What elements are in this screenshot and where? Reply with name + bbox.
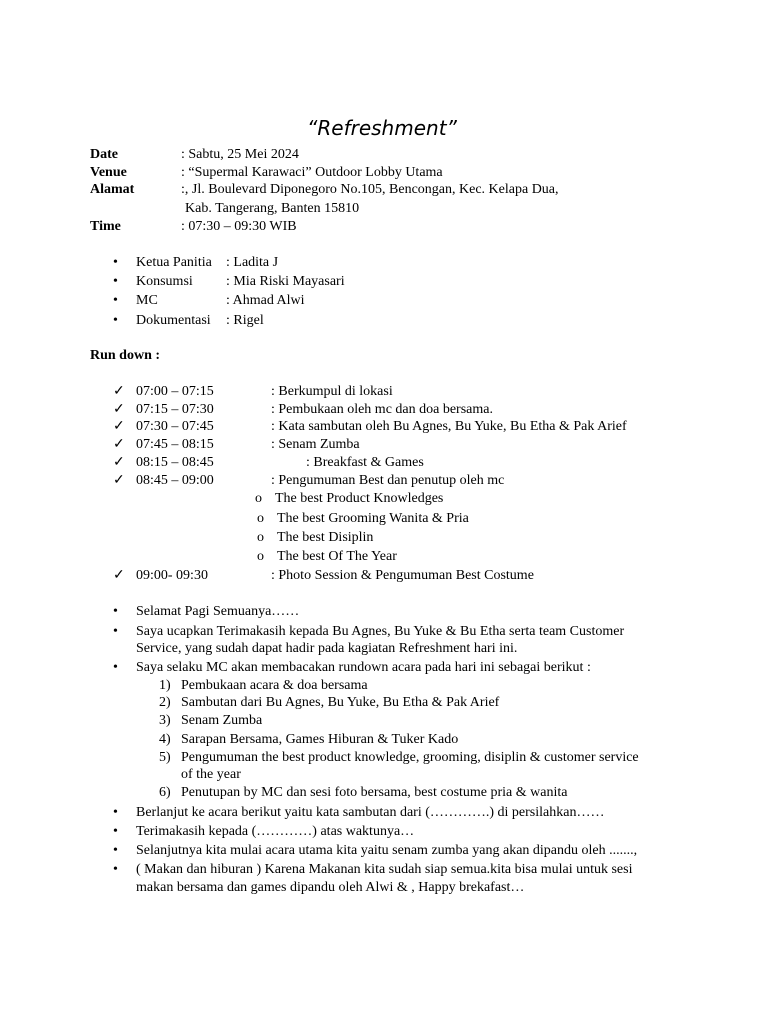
info-value-alamat: :, Jl. Boulevard Diponegoro No.105, Bencongan, Kec. Kelapa Dua, [181, 182, 559, 197]
closing-item: Selanjutnya kita mulai acara utama kita yaitu senam zumba yang akan dipandu oleh ......., [136, 843, 638, 858]
rundown-time: 07:30 – 07:45 [136, 419, 214, 434]
committee-role: Ketua Panitia [136, 255, 212, 270]
rundown-activity: : Senam Zumba [271, 437, 360, 452]
agenda-number: 2) [159, 695, 171, 710]
info-value-time: : 07:30 – 09:30 WIB [181, 219, 297, 234]
rundown-heading: Run down : [90, 348, 161, 363]
rundown-time: 09:00- 09:30 [136, 568, 208, 583]
bullet-icon: • [113, 313, 118, 328]
award-item: The best Of The Year [277, 549, 397, 564]
agenda-number: 3) [159, 713, 171, 728]
rundown-activity: : Photo Session & Pengumuman Best Costume [271, 568, 534, 583]
bullet-icon: • [113, 274, 118, 289]
check-icon: ✓ [113, 437, 125, 452]
rundown-activity: : Pengumuman Best dan penutup oleh mc [271, 473, 505, 488]
circle-bullet-icon: o [257, 549, 264, 564]
agenda-number: 4) [159, 732, 171, 747]
committee-name: : Rigel [226, 313, 264, 328]
circle-bullet-icon: o [257, 511, 264, 526]
award-item: The best Disiplin [277, 530, 374, 545]
rundown-activity: : Breakfast & Games [306, 455, 424, 470]
rundown-activity: : Kata sambutan oleh Bu Agnes, Bu Yuke, Bu Etha & Pak Arief [271, 419, 627, 434]
page-title: “Refreshment” [307, 116, 457, 140]
closing-item-continued: makan bersama dan games dipandu oleh Alwi & , Happy brekafast… [136, 880, 525, 895]
check-icon: ✓ [113, 384, 125, 399]
closing-item: Terimakasih kepada (…………) atas waktunya… [136, 824, 415, 839]
rundown-activity: : Berkumpul di lokasi [271, 384, 393, 399]
rundown-time: 07:00 – 07:15 [136, 384, 214, 399]
info-label-time: Time [90, 219, 121, 234]
check-icon: ✓ [113, 568, 125, 583]
check-icon: ✓ [113, 455, 125, 470]
rundown-time: 08:45 – 09:00 [136, 473, 214, 488]
agenda-item-continued: of the year [181, 767, 241, 782]
committee-name: : Ahmad Alwi [226, 293, 305, 308]
rundown-time: 07:45 – 08:15 [136, 437, 214, 452]
bullet-icon: • [113, 604, 118, 619]
circle-bullet-icon: o [257, 530, 264, 545]
agenda-item: Sambutan dari Bu Agnes, Bu Yuke, Bu Etha & Pak Arief [181, 695, 500, 710]
info-value-date: : Sabtu, 25 Mei 2024 [181, 147, 299, 162]
closing-item: Berlanjut ke acara berikut yaitu kata sambutan dari (………….) di persilahkan…… [136, 805, 605, 820]
closing-item: ( Makan dan hiburan ) Karena Makanan kita sudah siap semua.kita bisa mulai untuk sesi [136, 862, 633, 877]
info-label-venue: Venue [90, 165, 127, 180]
circle-bullet-icon: o [255, 491, 262, 506]
committee-role: MC [136, 293, 158, 308]
info-label-alamat: Alamat [90, 182, 135, 197]
bullet-icon: • [113, 862, 118, 877]
agenda-item: Penutupan by MC dan sesi foto bersama, best costume pria & wanita [181, 785, 568, 800]
info-value-venue: : “Supermal Karawaci” Outdoor Lobby Utama [181, 165, 443, 180]
check-icon: ✓ [113, 402, 125, 417]
bullet-icon: • [113, 255, 118, 270]
bullet-icon: • [113, 843, 118, 858]
agenda-number: 6) [159, 785, 171, 800]
bullet-icon: • [113, 293, 118, 308]
script-item: Saya selaku MC akan membacakan rundown acara pada hari ini sebagai berikut : [136, 660, 591, 675]
committee-role: Konsumsi [136, 274, 193, 289]
agenda-item: Sarapan Bersama, Games Hiburan & Tuker Kado [181, 732, 459, 747]
check-icon: ✓ [113, 473, 125, 488]
bullet-icon: • [113, 624, 118, 639]
info-label-date: Date [90, 147, 118, 162]
rundown-time: 07:15 – 07:30 [136, 402, 214, 417]
award-item: The best Product Knowledges [275, 491, 444, 506]
agenda-number: 5) [159, 750, 171, 765]
bullet-icon: • [113, 660, 118, 675]
committee-role: Dokumentasi [136, 313, 211, 328]
script-item: Saya ucapkan Terimakasih kepada Bu Agnes, Bu Yuke & Bu Etha serta team Customer [136, 624, 625, 639]
committee-name: : Ladita J [226, 255, 279, 270]
script-item-continued: Service, yang sudah dapat hadir pada kagiatan Refreshment hari ini. [136, 641, 518, 656]
rundown-activity: : Pembukaan oleh mc dan doa bersama. [271, 402, 493, 417]
bullet-icon: • [113, 805, 118, 820]
agenda-number: 1) [159, 678, 171, 693]
bullet-icon: • [113, 824, 118, 839]
rundown-time: 08:15 – 08:45 [136, 455, 214, 470]
award-item: The best Grooming Wanita & Pria [277, 511, 469, 526]
script-item: Selamat Pagi Semuanya…… [136, 604, 300, 619]
check-icon: ✓ [113, 419, 125, 434]
committee-name: : Mia Riski Mayasari [226, 274, 345, 289]
agenda-item: Pengumuman the best product knowledge, grooming, disiplin & customer service [181, 750, 639, 765]
agenda-item: Senam Zumba [181, 713, 263, 728]
info-value-alamat-line2: Kab. Tangerang, Banten 15810 [185, 201, 360, 216]
agenda-item: Pembukaan acara & doa bersama [181, 678, 368, 693]
